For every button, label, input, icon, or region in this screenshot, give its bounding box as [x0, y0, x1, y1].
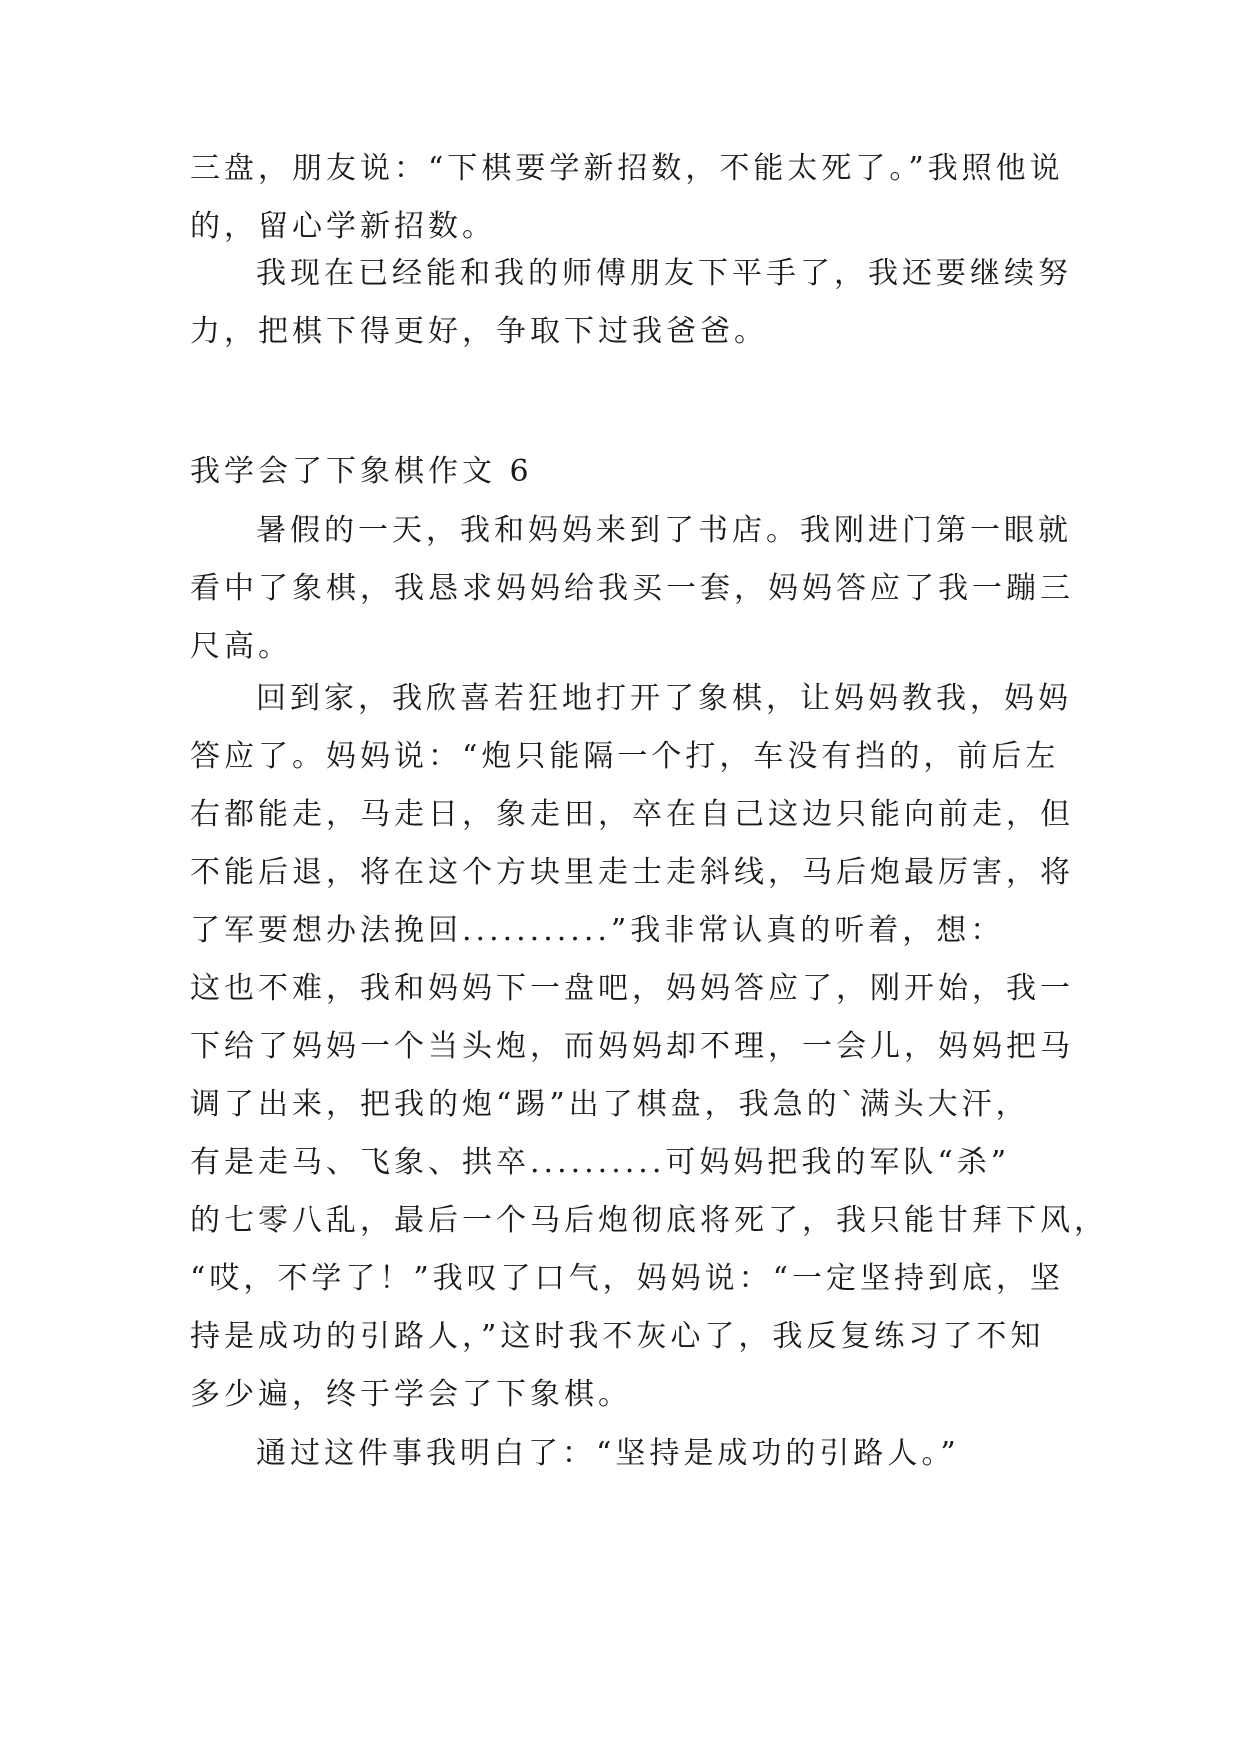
text-line: 暑假的一天，我和妈妈来到了书店。我刚进门第一眼就 [256, 513, 1072, 548]
text-line: 右都能走，马走日，象走田，卒在自己这边只能向前走，但 [190, 797, 1074, 832]
text-line: 尺高。 [190, 629, 292, 664]
text-line: 看中了象棋，我恳求妈妈给我买一套，妈妈答应了我一蹦三 [190, 571, 1074, 606]
paragraph-3 [190, 502, 1074, 676]
text-line: 的七零八乱，最后一个马后炮彻底将死了，我只能甘拜下风， [190, 1203, 1108, 1238]
text-line: 答应了。妈妈说：“炮只能隔一个打，车没有挡的，前后左 [190, 739, 1060, 774]
text-line: 回到家，我欣喜若狂地打开了象棋，让妈妈教我，妈妈 [256, 681, 1072, 716]
text-line: 不能后退，将在这个方块里走士走斜线，马后炮最厉害，将 [190, 855, 1074, 890]
text-line: 有是走马、飞象、拱卒..........可妈妈把我的军队“杀” [190, 1145, 1011, 1180]
text-line: 下给了妈妈一个当头炮，而妈妈却不理，一会儿，妈妈把马 [190, 1029, 1074, 1064]
text-line: “哎，不学了！”我叹了口气，妈妈说：“一定坚持到底，坚 [190, 1261, 1065, 1296]
text-line: 力，把棋下得更好，争取下过我爸爸。 [190, 314, 768, 349]
text-line: 了军要想办法挽回...........”我非常认真的听着，想： [190, 913, 1005, 948]
paragraph-2 [190, 245, 1070, 361]
text-line: 我现在已经能和我的师傅朋友下平手了，我还要继续努 [256, 256, 1072, 291]
paragraph-4 [190, 670, 1108, 1424]
section-title: 我学会了下象棋作文 6 [190, 454, 533, 489]
text-line: 调了出来，把我的炮“踢”出了棋盘，我急的`满头大汗， [190, 1087, 1030, 1122]
text-line: 多少遍，终于学会了下象棋。 [190, 1377, 632, 1412]
text-line: 三盘，朋友说：“下棋要学新招数，不能太死了。”我照他说 [190, 151, 1064, 186]
text-line: 这也不难，我和妈妈下一盘吧，妈妈答应了，刚开始，我一 [190, 971, 1074, 1006]
text-line: 持是成功的引路人，”这时我不灰心了，我反复练习了不知 [190, 1319, 1045, 1354]
text-line: 通过这件事我明白了：“坚持是成功的引路人。” [256, 1436, 960, 1471]
paragraph-1 [190, 140, 1070, 256]
text-line: 的，留心学新招数。 [190, 209, 496, 244]
paragraph-5 [190, 1425, 1070, 1483]
